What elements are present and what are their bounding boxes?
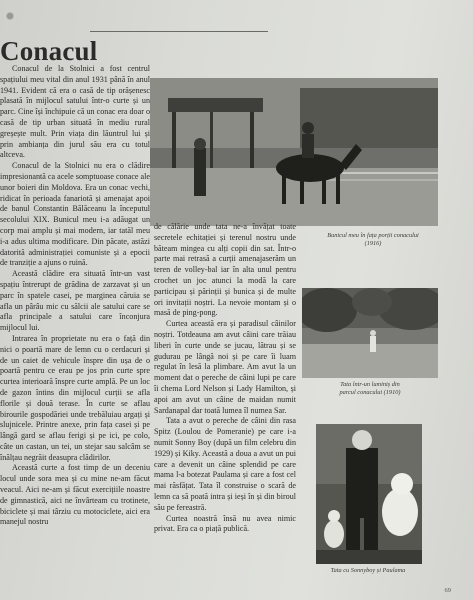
paragraph: Intrarea în proprietate nu era o față din nici o poartă mare de lemn cu o cerdacuri și de un caiet de vehicule înspre din ușa de o poartă pentru ce erau pe jos prin curte spre curtea interioară înspre curte amplă. Pe un loc de gazon întins din mijlocul curții se afla florile și două terase. În curte se aflau birourile gospodăriei unde trebăluiau argați și slujnicele. Printre anexe, prin fața casei și pe lângă gard se aflau ferigi și pe ici, pe colo, câte un castan, un tei, un stejar sau salcâm se înălțau negrăit deasupra clădirilor. xyxy=(0,333,150,462)
paragraph: de călărie unde tata ne-a învățat toate secretele echitației și terenul nostru unde băteam mingea cu alți copii din sat. Într-o parte mai retrasă a curții amenajaserăm un teren de volley-bal iar în alta unul pentru crochet un joc atunci la modă la care participau și părinții și bunica și de multe ori invitații noștri. La nevoie montam și o masă de ping-pong. xyxy=(154,222,296,318)
caption-photo-1 xyxy=(310,232,436,248)
paragraph: Tata a avut o pereche de câini din rasa Spitz (Loulou de Pomeranie) pe care i-a numit Sonny Boy (după un film celebru din 1929) și Kiky. Această a doua a avut un pui care a devenit un câine splendid pe care mama l-a botezat Paulama și care a fost cel mai răsfățat. Tata îl construise o scară de lemn ca să poată intra și ieși în și din biroul său pe fereastră. xyxy=(154,416,296,512)
paragraph: Curtea această era și paradisul câinilor noștri. Totdeauna am avut câini care trăiau liberi în curte unde se jucau, lătrau și se gudurau pe lângă noi și pe care îi luam regulat în lesă la plimbare. Am avut la un moment dat o pereche de câini lupi pe care îi chema Lord Nelson și Lady Hamilton, și apoi am avut un câine de maidan numit Sardanapal dar toată lumea îl numea Sar. xyxy=(154,319,296,415)
paragraph: Conacul de la Stolnici nu era o clădire impresionantă ca acele somptuoase conace ale unor boieri din Moldova. Era un conac vechi, ridicat în perioada fanariotă și amenajat apoi de banul Constantin Bălăceanu la începutul secolului XIX. Bunicul meu i-a adăugat un corp mai amplu și mai modern, iar tatăl meu i-a adus ultima modificare. Din păcate, astăzi datorită administrației comuniste și a epocii de tranziție a ajuns o ruină. xyxy=(0,161,150,268)
page-number: 69 xyxy=(444,587,451,594)
text-column-left xyxy=(0,64,150,596)
caption-line: Tata într-un luminiș din xyxy=(340,381,400,388)
paragraph: Curtea noastră însă nu avea nimic privat. Era ca o piață publică. xyxy=(154,513,296,534)
caption-line: parcul conacului (1910) xyxy=(339,389,401,396)
caption-year: (1916) xyxy=(364,240,382,247)
caption-photo-2 xyxy=(302,381,438,397)
text-column-middle xyxy=(154,222,296,592)
paragraph: Această curte a fost timp de un deceniu locul unde sora mea și cu mine ne-am făcut veacul. Aici ne-am și făcut exercițiile noastre de gimnastică, aici ne învârteam cu trotinete, biciclete și mai târziu cu motociclete, aici era manejul nostru xyxy=(0,463,150,527)
caption-line: Bunicul meu în fața porții conacului xyxy=(327,232,419,239)
photo-man-with-dogs xyxy=(316,424,422,564)
photo-park-clearing xyxy=(302,288,438,378)
paragraph: Această clădire era situată într-un vast spațiu întrerupt de grădina de zarzavat și un parc în spatele casei, pe marginea căruia se afla un pârâu mic cu sălcii ale satului care se afla principale a satului care înconjura mijlocul lui. xyxy=(0,269,150,333)
chapter-title: Conacul xyxy=(0,36,98,66)
title-rule xyxy=(90,31,268,32)
caption-photo-3: Tata cu Sonnyboy și Paulama xyxy=(330,567,406,574)
photo-horseman-gate xyxy=(150,78,438,226)
paragraph: Conacul de la Stolnici a fost centrul spațiului meu vital din anul 1931 până în anul 1941. Evident că era o casă de tip orășenesc plasată în mijlocul satului într-o curte și un parc. Cine își închipuie că un conac era doar o casă de tip urban situată în mediu rural greșește mult. Prin viața din lăuntrul lui și prin ambianța din jurul său era cu totul altceva. xyxy=(0,64,150,160)
header-ornament-icon xyxy=(0,0,20,28)
